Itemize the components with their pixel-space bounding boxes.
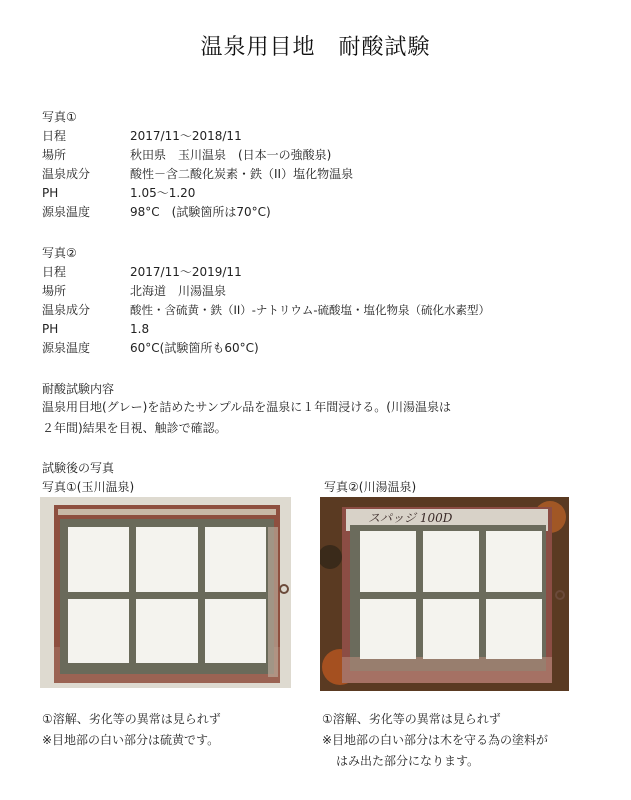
photo2-row-schedule [42, 263, 242, 282]
row-key: PH [42, 322, 59, 336]
tile [205, 527, 266, 592]
left-note-1: ①溶解、劣化等の異常は見られず [42, 712, 221, 726]
left-photo-caption: 写真①(玉川温泉) [42, 480, 135, 494]
tile [360, 599, 416, 660]
photo2-row-location [42, 282, 226, 301]
tile [68, 527, 129, 592]
after-heading: 試験後の写真 [42, 461, 115, 475]
row-key: 源泉温度 [42, 341, 91, 355]
tile [360, 531, 416, 592]
row-value: 1.05～1.20 [130, 186, 196, 200]
right-tile-grid [360, 531, 542, 659]
row-value: 酸性・含硫黄・鉄（II）-ナトリウム-硫酸塩・塩化物泉（硫化水素型） [130, 303, 490, 317]
photo2-row-composition [42, 301, 490, 320]
row-key: 場所 [42, 148, 67, 162]
left-sample-photo [40, 497, 291, 688]
photo2-row-ph [42, 320, 149, 339]
photo1-row-ph [42, 184, 195, 203]
right-note-3: はみ出た部分になります。 [336, 754, 480, 768]
board-handwritten-label: スパッジ 100D [368, 511, 453, 525]
row-key: 場所 [42, 284, 67, 298]
tile [68, 599, 129, 664]
test-heading: 耐酸試験内容 [42, 382, 115, 396]
row-value: 北海道 川湯温泉 [130, 284, 227, 298]
photo2-heading: 写真② [42, 246, 77, 260]
row-key: 源泉温度 [42, 205, 91, 219]
row-value: 60°C(試験箇所も60°C) [130, 341, 259, 355]
tile [136, 527, 197, 592]
row-key: 日程 [42, 265, 67, 279]
right-sample-photo [320, 497, 569, 691]
test-description-line1: 温泉用目地(グレー)を詰めたサンプル品を温泉に１年間浸ける。(川湯温泉は [42, 400, 451, 414]
row-key: 日程 [42, 129, 67, 143]
row-value: 2017/11～2019/11 [130, 265, 242, 279]
right-note-1: ①溶解、劣化等の異常は見られず [322, 712, 501, 726]
photo2-row-temperature [42, 339, 259, 358]
row-value: 2017/11～2018/11 [130, 129, 242, 143]
page-title: 温泉用目地 耐酸試験 [200, 35, 431, 60]
photo1-heading: 写真① [42, 110, 77, 124]
tile [136, 599, 197, 664]
photo1-row-composition [42, 165, 353, 184]
right-note-2: ※目地部の白い部分は木を守る為の塗料が [322, 733, 549, 747]
right-photo-caption: 写真②(川湯温泉) [324, 480, 417, 494]
photo1-row-location [42, 146, 331, 165]
tile [423, 599, 479, 660]
test-description-line2: ２年間)結果を目視、触診で確認。 [42, 421, 227, 435]
tile [486, 599, 542, 660]
row-key: 温泉成分 [42, 303, 91, 317]
row-key: 温泉成分 [42, 167, 91, 181]
row-value: 秋田県 玉川温泉 (日本一の強酸泉) [130, 148, 332, 162]
left-tile-grid [68, 527, 266, 663]
row-value: 98°C (試験箇所は70°C) [130, 205, 271, 219]
row-value: 1.8 [130, 322, 150, 336]
tile [486, 531, 542, 592]
photo1-row-schedule [42, 127, 242, 146]
row-value: 酸性－含二酸化炭素・鉄（II）塩化物温泉 [130, 167, 354, 181]
photo1-row-temperature [42, 203, 271, 222]
row-key: PH [42, 186, 59, 200]
tile [423, 531, 479, 592]
tile [205, 599, 266, 664]
left-note-2: ※目地部の白い部分は硫黄です。 [42, 733, 220, 747]
